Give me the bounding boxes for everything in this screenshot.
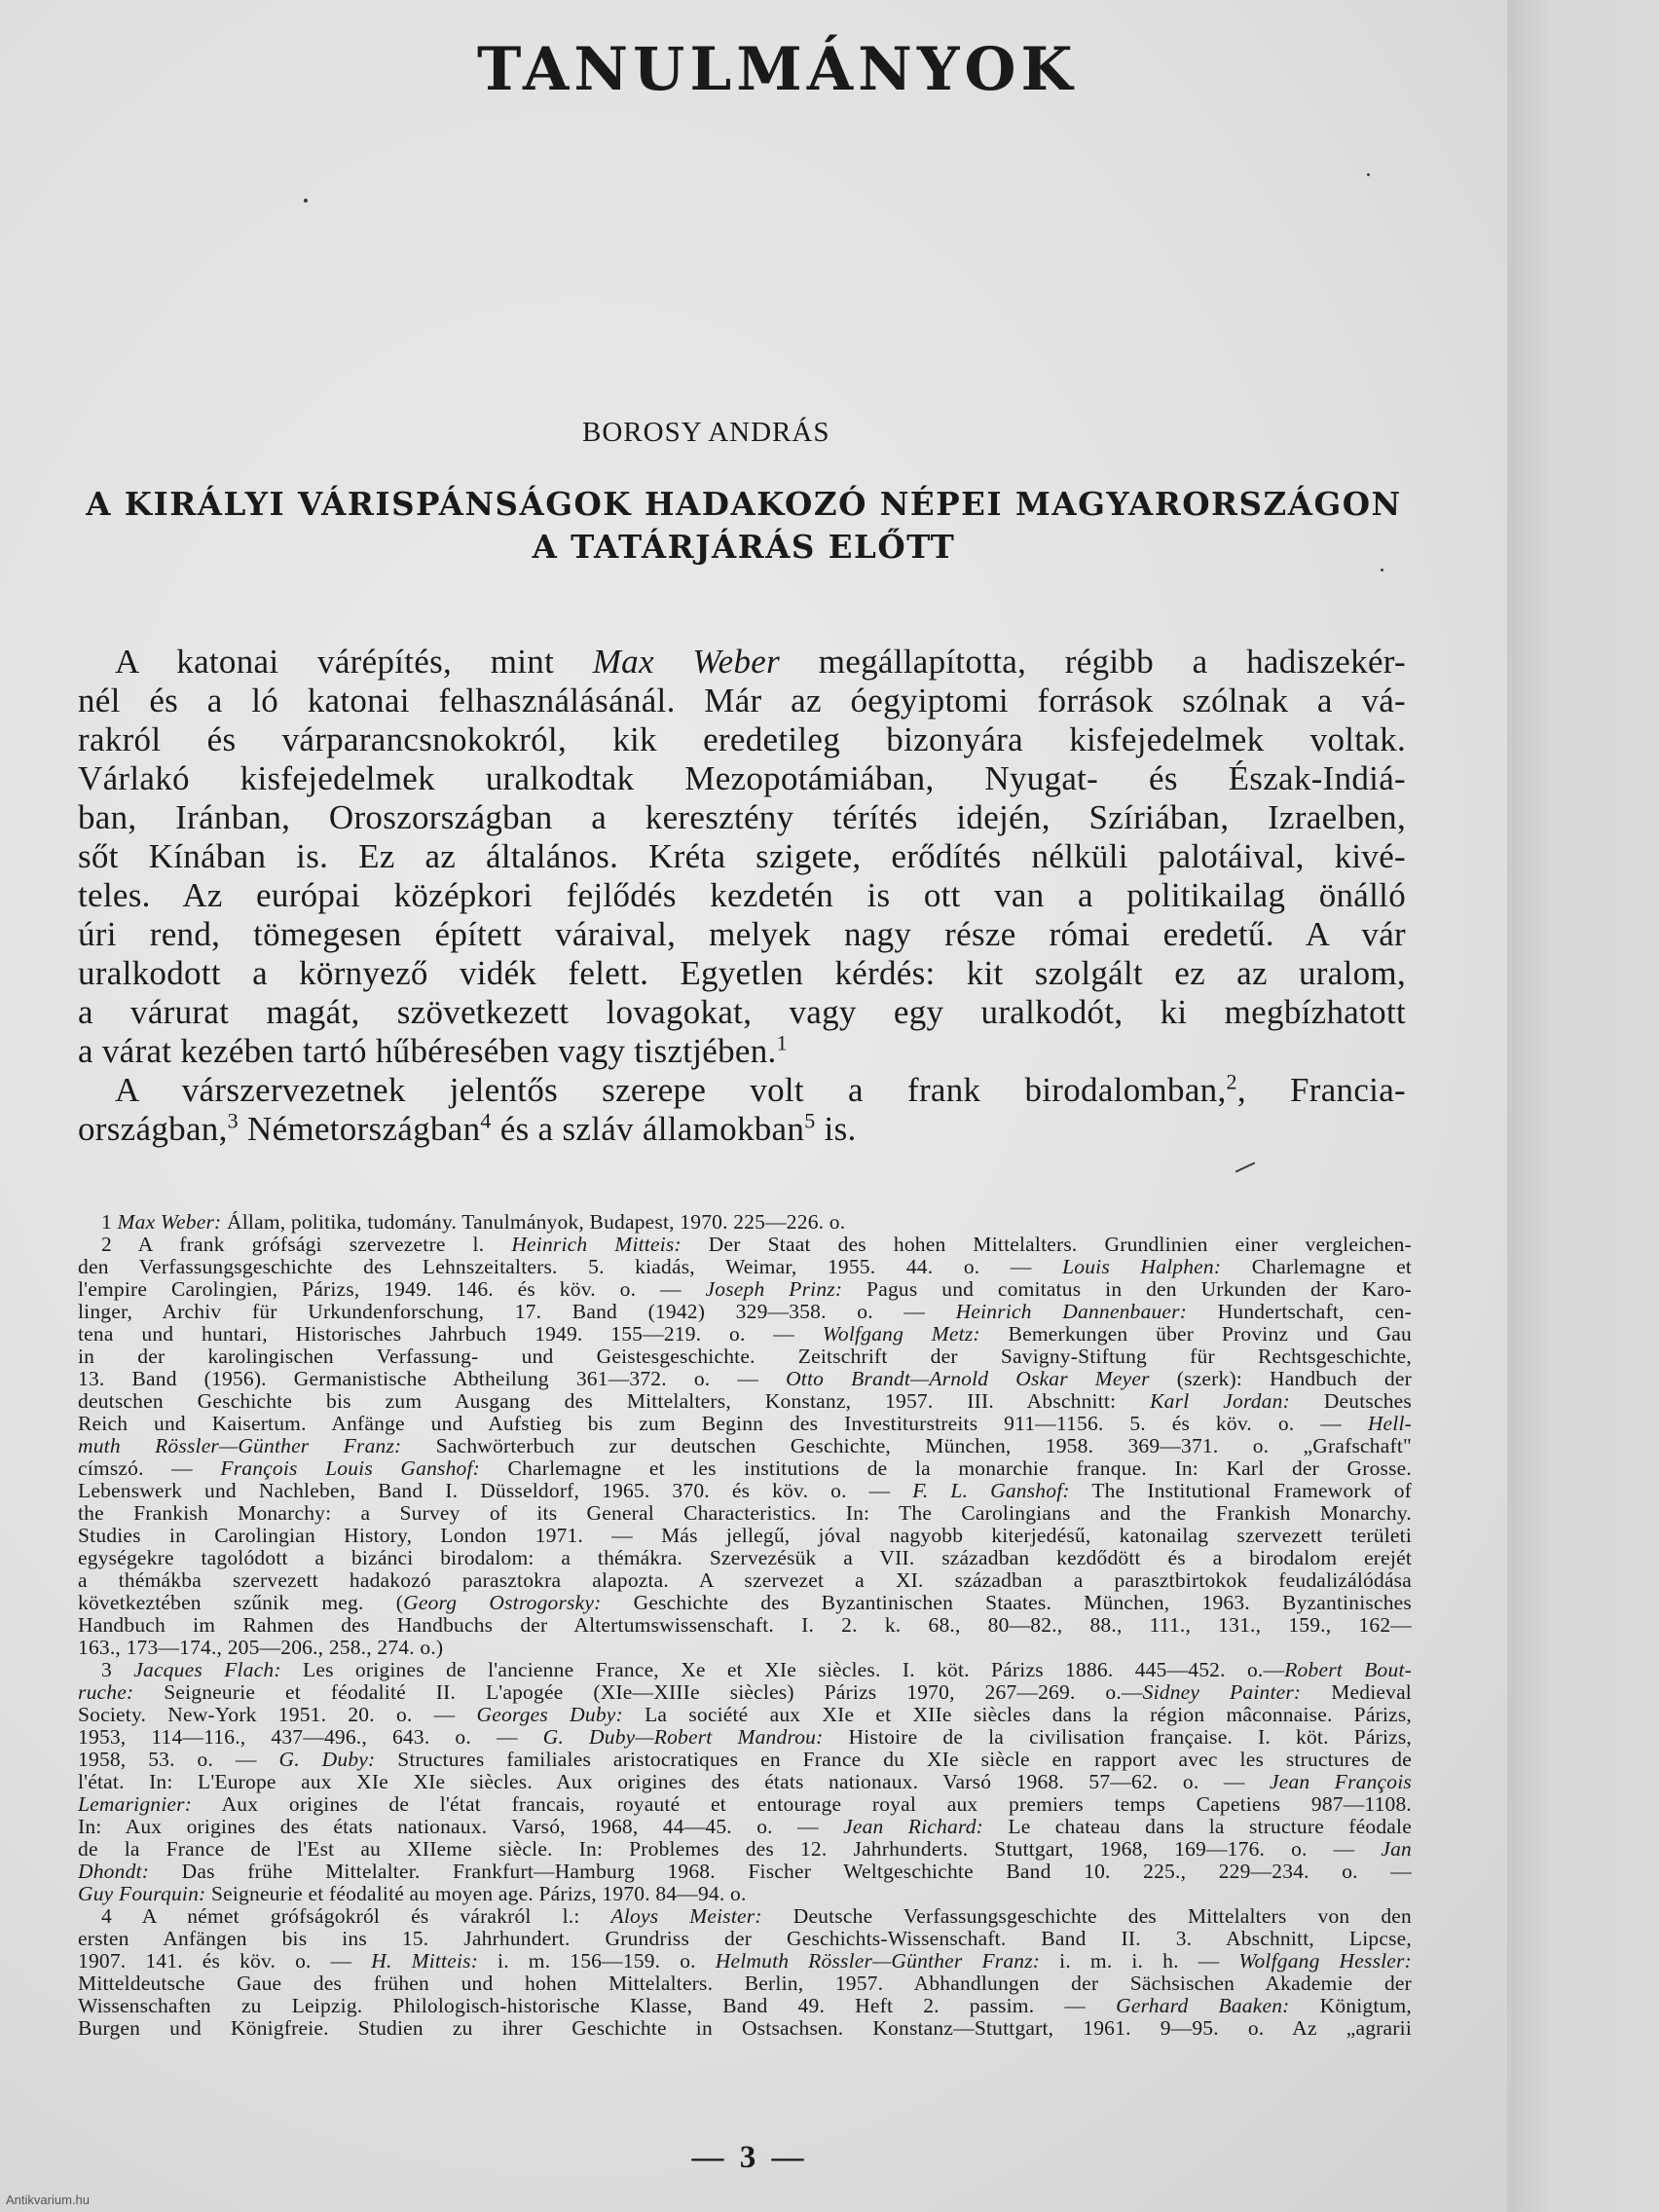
- footnote-cited-author: Louis Halphen:: [1062, 1256, 1222, 1278]
- body-line: Várlakó kisfejedelmek uralkodtak Mezopotámiában, Nyugat- és Észak-Indiá-: [78, 759, 1406, 797]
- footnote-text: Pagus und comitatus in den Urkunden der Karo-: [842, 1278, 1412, 1301]
- footnote-text: következtében szűnik meg. (: [78, 1592, 404, 1614]
- footnote-line: [78, 1211, 1412, 1234]
- article-title-line-1: A KIRÁLYI VÁRISPÁNSÁGOK HADAKOZÓ NÉPEI MAGYARORSZÁGON: [86, 485, 1402, 523]
- footnote-line: [78, 1749, 1412, 1771]
- footnote-text: Deutsche Verfassungsgeschichte des Mittelalters von den: [761, 1905, 1412, 1928]
- article-title-line-2: A TATÁRJÁRÁS ELŐTT: [532, 528, 956, 566]
- footnote-text: Handbuch im Rahmen des Handbuchs der Altertumswissenschaft. I. 2. k. 68., 80—82., 88., 111., 131., 159., 162—: [78, 1614, 1412, 1637]
- footnote-ref[interactable]: 1: [776, 1030, 788, 1055]
- footnote-line: [78, 1704, 1412, 1726]
- footnote-text: Sachwörterbuch zur deutschen Geschichte, München, 1958. 369—371. o. „Grafschaft": [401, 1435, 1412, 1457]
- page-edge-shadow: [1507, 0, 1659, 2212]
- footnote-cited-author: F. L. Ganshof:: [912, 1480, 1070, 1502]
- footnote-cited-author: H. Mitteis:: [371, 1950, 479, 1972]
- footnote-cited-author: Gerhard Baaken:: [1116, 1995, 1290, 2017]
- footnote-text: Geschichte des Byzantinischen Staates. München, 1963. Byzantinisches: [601, 1592, 1412, 1614]
- footnote-cited-author: Karl Jordan:: [1150, 1390, 1290, 1413]
- footnote-text: i. m. i. h. —: [1040, 1950, 1239, 1972]
- footnote-text: 1958, 53. o. —: [78, 1749, 279, 1771]
- article-title: [72, 483, 1416, 569]
- text-run: is.: [815, 1110, 857, 1148]
- footnote-cited-author: Aloys Meister:: [610, 1905, 762, 1928]
- footnote-line: [78, 1457, 1412, 1480]
- footnote-text: de la France de l'Est au XIIeme siècle. In: Problemes des 12. Jahrhunderts. Stuttgart, 1968, 169—176. o. —: [78, 1838, 1382, 1861]
- body-line: sőt Kínában is. Ez az általános. Kréta szigete, erődítés nélküli palotáival, kivé-: [78, 837, 1406, 875]
- footnote-line: [78, 1301, 1412, 1323]
- footnote-cited-author: Otto Brandt—Arnold Oskar Meyer: [786, 1368, 1150, 1390]
- footnote-ref[interactable]: 2: [1226, 1069, 1237, 1094]
- body-line: [78, 643, 1406, 682]
- footnote-line: [78, 1256, 1412, 1278]
- footnote-text: 163., 173—174., 205—206., 258., 274. o.): [78, 1637, 444, 1659]
- footnote-line: [78, 1659, 1412, 1681]
- footnote-text: Le chateau dans la structure féodale: [983, 1816, 1412, 1838]
- footnote-line: [78, 1547, 1412, 1569]
- footnote-cited-author: Max Weber:: [117, 1211, 222, 1234]
- footnote-cited-author: Lemarignier:: [78, 1793, 193, 1816]
- footnote-line: [78, 1614, 1412, 1637]
- footnote-ref[interactable]: 3: [227, 1108, 239, 1133]
- footnote-cited-author: Helmuth Rössler—Günther Franz:: [715, 1950, 1041, 1972]
- dust-speck: [1381, 569, 1383, 571]
- footnote-line: [78, 1480, 1412, 1502]
- text-run: megállapította, régibb a hadiszekér-: [780, 643, 1406, 681]
- footnote-cited-author: François Louis Ganshof:: [220, 1457, 481, 1480]
- footnote-cited-author: Jean François: [1269, 1771, 1412, 1793]
- footnote-text: 1907. 141. és köv. o. —: [78, 1950, 372, 1972]
- body-line: uralkodott a környező vidék felett. Egyetlen kérdés: kit szolgált ez az uralom,: [78, 954, 1406, 992]
- footnote-text: i. m. 156—159. o.: [478, 1950, 716, 1972]
- footnote-line: [78, 1435, 1412, 1457]
- footnote-text: in der karolingischen Verfassung- und Geistesgeschichte. Zeitschrift der Savigny-Stiftung für Rechtsgeschichte,: [78, 1346, 1412, 1368]
- text-run: , Francia-: [1236, 1071, 1406, 1109]
- footnote-text: l'empire Carolingien, Párizs, 1949. 146. és köv. o. —: [78, 1278, 706, 1301]
- footnotes: [78, 1211, 1412, 2040]
- footnote-text: Deutsches: [1289, 1390, 1412, 1413]
- footnote-cited-author: Heinrich Dannenbauer:: [955, 1301, 1188, 1323]
- footnote-cited-author: Jan: [1381, 1838, 1412, 1861]
- footnote-text: (szerk): Handbuch der: [1149, 1368, 1412, 1390]
- footnote-text: Society. New-York 1951. 20. o. —: [78, 1704, 477, 1726]
- footnote-line: [78, 1637, 1412, 1659]
- footnote-cited-author: Wolfgang Hessler:: [1238, 1950, 1412, 1972]
- footnote-ref[interactable]: 5: [804, 1108, 816, 1133]
- footnote-text: Königtum,: [1289, 1995, 1412, 2017]
- footnote-text: Seigneurie et féodalité II. L'apogée (XIe—XIIIe siècles) Párizs 1970, 267—269. o.—: [133, 1681, 1143, 1704]
- footnote-line: [78, 1995, 1412, 2017]
- footnote-text: Bemerkungen über Provinz und Gau: [979, 1323, 1412, 1346]
- footnote-text: Állam, politika, tudomány. Tanulmányok, Budapest, 1970. 225—226. o.: [221, 1211, 846, 1234]
- footnote-cited-author: muth Rössler—Günther Franz:: [78, 1435, 402, 1457]
- section-title: TANULMÁNYOK: [477, 35, 1078, 104]
- author-name: BOROSY ANDRÁS: [582, 417, 830, 448]
- footnote-cited-author: Hell-: [1367, 1413, 1412, 1435]
- footnote-text: Charlemagne et: [1221, 1256, 1412, 1278]
- footnote-text: Reich und Kaisertum. Anfänge und Aufstieg bis zum Beginn des Investiturstreits 911—1156. 5. és köv. o. —: [78, 1413, 1368, 1435]
- watermark: Antikvarium.hu: [6, 2193, 90, 2207]
- footnote-text: egységekre tagolódott a bizánci birodalom: a thémákra. Szervezésük a VII. században kezdődött és a birodalom erejét: [78, 1547, 1412, 1569]
- footnote-text: La société aux XIe et XIIe siècles dans la région mâconnaise. Párizs,: [622, 1704, 1412, 1726]
- body-line: [78, 1071, 1406, 1110]
- footnote-text: Studies in Carolingian History, London 1971. — Más jellegű, jóval nagyobb kiterjedésű, katonailag szervezett területi: [78, 1525, 1412, 1547]
- footnote-line: [78, 1972, 1412, 1995]
- dust-speck: [1367, 173, 1370, 176]
- footnote-line: [78, 1928, 1412, 1950]
- footnote-text: 13. Band (1956). Germanistische Abtheilung 361—372. o. —: [78, 1368, 787, 1390]
- page-number: — 3 —: [691, 2140, 808, 2175]
- footnote-text: Aux origines de l'état francais, royauté et entourage royal aux premiers temps Capetiens 987—1108.: [192, 1793, 1412, 1816]
- text-run: A várszervezetnek jelentős szerepe volt a frank birodalomban,: [115, 1071, 1227, 1109]
- footnote-text: l'état. In: L'Europe aux XIe XIe siècles. Aux origines des états nationaux. Varsó 1968. 57—62. o. —: [78, 1771, 1270, 1793]
- footnote-text: Charlemagne et les institutions de la monarchie franque. In: Karl der Grosse.: [480, 1457, 1412, 1480]
- footnote-text: linger, Archiv für Urkundenforschung, 17. Band (1942) 329—358. o. —: [78, 1301, 956, 1323]
- footnote-text: deutschen Geschichte bis zum Ausgang des Mittelalters, Konstanz, 1957. III. Abschnitt:: [78, 1390, 1151, 1413]
- footnote-text: Structures familiales aristocratiques en France du XIe siècle en rapport avec les structures de: [375, 1749, 1412, 1771]
- footnote-cited-author: Joseph Prinz:: [705, 1278, 843, 1301]
- footnote-text: Hundertschaft, cen-: [1187, 1301, 1412, 1323]
- footnote-cited-author: G. Duby:: [278, 1749, 376, 1771]
- footnote-line: [78, 1950, 1412, 1972]
- footnote-ref[interactable]: 4: [480, 1108, 492, 1133]
- text-run: Németországban: [238, 1110, 481, 1148]
- footnote-line: [78, 1905, 1412, 1928]
- footnote-text: a thémákba szervezett hadakozó parasztokra alapozta. A szervezet a XI. században a parasztbirtokok feudalizálódása: [78, 1569, 1412, 1592]
- footnote-cited-author: Guy Fourquin:: [78, 1883, 206, 1905]
- footnote-text: Histoire de la civilisation française. I. köt. Párizs,: [823, 1726, 1412, 1749]
- text-run: A katonai várépítés, mint: [115, 643, 593, 681]
- footnote-cited-author: Jean Richard:: [843, 1816, 984, 1838]
- body-line: ban, Iránban, Oroszországban a keresztény térítés idején, Szíriában, Izraelben,: [78, 798, 1406, 836]
- emphasis-name: Max Weber: [592, 643, 781, 681]
- footnote-line: [78, 1502, 1412, 1525]
- footnote-line: [78, 1413, 1412, 1435]
- footnote-text: Medieval: [1301, 1681, 1412, 1704]
- body-line: a várurat magát, szövetkezett lovagokat, vagy egy uralkodót, ki megbízhatott: [78, 993, 1406, 1031]
- footnote-cited-author: Georg Ostrogorsky:: [403, 1592, 602, 1614]
- dust-speck: [1235, 1161, 1256, 1172]
- footnote-text: the Frankish Monarchy: a Survey of its General Characteristics. In: The Carolingians and the Frankish Monarchy.: [78, 1502, 1412, 1525]
- footnote-text: Burgen und Königfreie. Studien zu ihrer Geschichte in Ostsachsen. Konstanz—Stuttgart, 1961. 9—95. o. Az „agrarii: [78, 2017, 1412, 2040]
- footnote-line: [78, 1726, 1412, 1749]
- footnote-line: [78, 1816, 1412, 1838]
- footnote-line: [78, 2017, 1412, 2040]
- footnote-cited-author: Heinrich Mitteis:: [511, 1234, 682, 1256]
- footnote-text: Der Staat des hohen Mittelalters. Grundlinien einer vergleichen-: [681, 1234, 1412, 1256]
- footnote-text: 1953, 114—116., 437—496., 643. o. —: [78, 1726, 543, 1749]
- footnote-line: [78, 1681, 1412, 1704]
- footnote-line: [78, 1592, 1412, 1614]
- footnote-line: [78, 1569, 1412, 1592]
- text-run: a várat kezében tartó hűbéresében vagy tisztjében.: [78, 1032, 777, 1070]
- footnote-cited-author: Sidney Painter:: [1142, 1681, 1302, 1704]
- footnote-line: [78, 1323, 1412, 1346]
- footnote-text: címszó. —: [78, 1457, 221, 1480]
- footnote-line: [78, 1793, 1412, 1816]
- body-line: rakról és várparancsnokokról, kik eredetileg bizonyára kisfejedelmek voltak.: [78, 720, 1406, 758]
- body-line: [78, 1032, 1406, 1071]
- footnote-cited-author: Dhondt:: [78, 1861, 150, 1883]
- footnote-text: 4 A német grófságokról és várakról l.:: [101, 1905, 611, 1928]
- footnote-line: [78, 1771, 1412, 1793]
- footnote-text: 3: [101, 1659, 134, 1681]
- footnote-text: Les origines de l'ancienne France, Xe et XIe siècles. I. köt. Párizs 1886. 445—452. o.—: [280, 1659, 1285, 1681]
- footnote-line: [78, 1346, 1412, 1368]
- body-line: nél és a ló katonai felhasználásánál. Már az óegyiptomi források szólnak a vá-: [78, 682, 1406, 719]
- footnote-text: Seigneurie et féodalité au moyen age. Párizs, 1970. 84—94. o.: [205, 1883, 747, 1905]
- footnote-cited-author: Jacques Flach:: [133, 1659, 281, 1681]
- footnote-line: [78, 1883, 1412, 1905]
- text-run: országban,: [78, 1110, 228, 1148]
- footnote-line: [78, 1234, 1412, 1256]
- footnote-line: [78, 1368, 1412, 1390]
- footnote-cited-author: Wolfgang Metz:: [822, 1323, 980, 1346]
- body-line: úri rend, tömegesen épített váraival, melyek nagy része római eredetű. A vár: [78, 915, 1406, 953]
- footnote-line: [78, 1525, 1412, 1547]
- footnote-text: 1: [101, 1211, 118, 1234]
- body-line: teles. Az európai középkori fejlődés kezdetén is ott van a politikailag önálló: [78, 876, 1406, 914]
- body-text: [78, 643, 1406, 1149]
- footnote-text: den Verfassungsgeschichte des Lehnszeitalters. 5. kiadás, Weimar, 1955. 44. o. —: [78, 1256, 1063, 1278]
- footnote-text: ersten Anfängen bis ins 15. Jahrhundert. Grundriss der Geschichts-Wissenschaft. Band II. 3. Abschnitt, Lipcse,: [78, 1928, 1412, 1950]
- body-line: [78, 1110, 1406, 1149]
- footnote-text: Mitteldeutsche Gaue des frühen und hohen Mittelalters. Berlin, 1957. Abhandlungen der Sächsischen Akademie der: [78, 1972, 1412, 1995]
- footnote-cited-author: G. Duby—Robert Mandrou:: [542, 1726, 824, 1749]
- footnote-text: Das frühe Mittelalter. Frankfurt—Hamburg 1968. Fischer Weltgeschichte Band 10. 225., 229—234. o. —: [149, 1861, 1412, 1883]
- footnote-text: In: Aux origines des états nationaux. Varsó, 1968, 44—45. o. —: [78, 1816, 844, 1838]
- footnote-text: Lebenswerk und Nachleben, Band I. Düsseldorf, 1965. 370. és köv. o. —: [78, 1480, 913, 1502]
- footnote-text: 2 A frank grófsági szervezetre l.: [101, 1234, 512, 1256]
- footnote-cited-author: ruche:: [78, 1681, 134, 1704]
- dust-speck: [304, 199, 308, 203]
- footnote-cited-author: Robert Bout-: [1284, 1659, 1412, 1681]
- footnote-text: The Institutional Framework of: [1069, 1480, 1412, 1502]
- footnote-text: Wissenschaften zu Leipzig. Philologisch-historische Klasse, Band 49. Heft 2. passim. —: [78, 1995, 1117, 2017]
- footnote-line: [78, 1390, 1412, 1413]
- footnote-line: [78, 1838, 1412, 1861]
- footnote-line: [78, 1278, 1412, 1301]
- footnote-line: [78, 1861, 1412, 1883]
- text-run: és a szláv államokban: [491, 1110, 805, 1148]
- footnote-text: tena und huntari, Historisches Jahrbuch 1949. 155—219. o. —: [78, 1323, 823, 1346]
- footnote-cited-author: Georges Duby:: [476, 1704, 623, 1726]
